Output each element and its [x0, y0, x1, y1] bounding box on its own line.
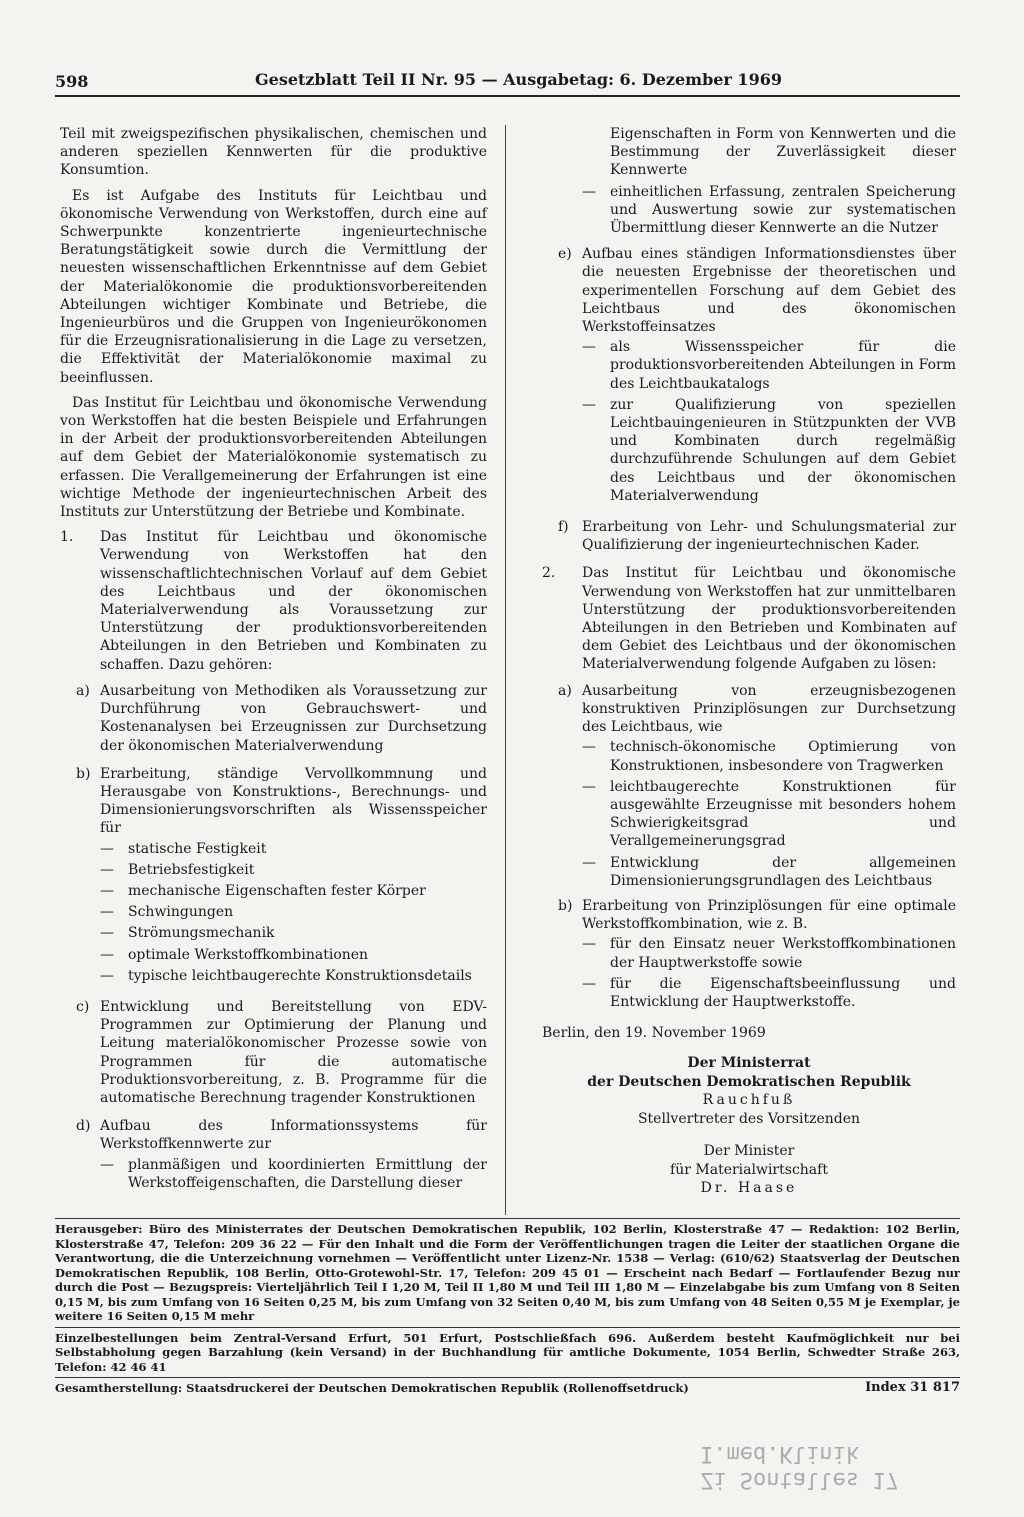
list-item-text: Strömungsmechanik: [128, 925, 275, 942]
list-item-text: mechanische Eigenschaften fester Körper: [128, 882, 426, 899]
list-item: [582, 183, 956, 238]
order-info: Einzelbestellungen beim Zentral-Versand Erfurt, 501 Erfurt, Postschließfach 696. Außerdem besteht Kaufmöglichkeit nur bei Selbstabholung gegen Barzahlung (kein Versand) in der Buchhandlung für amtliche Dokumente, 1054 Berlin, Schwedter Straße 263, Telefon: 42 46 41: [55, 1330, 960, 1374]
dash-glyph: —: [582, 339, 596, 356]
stamp-line: Zi Sontalles 17: [700, 1467, 899, 1492]
list-item: [582, 778, 956, 851]
library-stamp: [700, 1440, 1000, 1492]
dash-glyph: —: [100, 967, 114, 984]
list-item-text: einheitlichen Erfassung, zentralen Speicherung und Auswertung sowie zur systematischen Übermittlung dieser Kennwerte an die Nutzer: [610, 183, 956, 237]
lettered-item-a: [60, 682, 487, 755]
numbered-item-2: [542, 564, 956, 673]
publisher-info: Herausgeber: Büro des Ministerrates der Deutschen Demokratischen Republik, 102 Berlin, Klosterstraße 47 — Redaktion: 102 Berlin, Klosterstraße 47, Telefon: 209 36 22 — Für den Inhalt und die Form der Veröffentlichungen tragen die Leiter der staatlichen Organe die Verantwortung, die die Unterzeichnung vornehmen — Veröffentlicht unter Lizenz-Nr. 1538 — Verlag: (610/62) Staatsverlag der Deutschen Demokratischen Republik, 108 Berlin, Otto-Grotewohl-Str. 17, Telefon: 209 45 01 — Erscheint nach Bedarf — Fortlaufender Bezug nur durch die Post — Bezugspreis: Vierteljährlich Teil I 1,20 M, Teil II 1,80 M und Teil III 1,80 M — Einzelabgabe bis zum Umfang von 8 Seiten 0,15 M, bis zum Umfang von 16 Seiten 0,25 M, bis zum Umfang von 32 Seiten 0,40 M, bis zum Umfang von 48 Seiten 0,55 M je Exemplar, je weitere 16 Seiten 0,15 M mehr: [55, 1222, 960, 1323]
list-item-text: optimale Werkstoffkombinationen: [128, 946, 369, 963]
signatory-name: Dr. Haase: [700, 1180, 798, 1197]
list-item-text: Eigenschaften in Form von Kennwerten und die Bestimmung der Zuverlässigkeit dieser Kennwerte: [610, 126, 956, 179]
signatory-body: Der Ministerrat: [687, 1055, 811, 1072]
lettered-item-d: [60, 1117, 487, 1195]
list-item: [582, 738, 956, 774]
list-item: [582, 396, 956, 505]
signatory-name: Rauchfuß: [702, 1092, 796, 1109]
dash-list: [100, 1156, 487, 1192]
dash-glyph: —: [100, 882, 114, 899]
dash-list: [582, 125, 956, 237]
item-text: Entwicklung und Bereitstellung von EDV-Programmen zur Optimierung der Planung und Leitung materialökonomischer Prozesse sowie von Programmen für die automatische Produktionsvorbereitung, z. B. Programme für die automatische Berechnung tragender Konstruktionen: [100, 998, 487, 1106]
dash-list: [582, 935, 956, 1011]
item-body: [582, 245, 956, 508]
dash-list: [100, 840, 487, 985]
dash-glyph: —: [582, 739, 596, 756]
item-letter: b): [558, 897, 573, 914]
page-number: 598: [55, 72, 89, 91]
item-letter: e): [558, 246, 572, 263]
footer-rule: [55, 1218, 960, 1219]
lettered-item-f: [542, 518, 956, 554]
item-body: [582, 897, 956, 1014]
dash-list: [582, 338, 956, 505]
list-item: [100, 924, 487, 942]
list-item-text: für den Einsatz neuer Werkstoffkombinationen der Hauptwerkstoffe sowie: [610, 936, 956, 971]
dash-glyph: —: [100, 861, 114, 878]
list-item-text: planmäßigen und koordinierten Ermittlung der Werkstoffeigenschaften, die Darstellung dieser: [128, 1156, 487, 1191]
item-text: Das Institut für Leichtbau und ökonomische Verwendung von Werkstoffen hat den wissenschaftlichtechnischen Vorlauf auf dem Gebiet des Leichtbaus und der ökonomischen Materialverwendung als Voraussetzung zur Unterstützung der produktionsvorbereitenden Abteilungen in den Betrieben und Kombinaten zu schaffen. Dazu gehören:: [100, 529, 487, 673]
printer-info: Gesamtherstellung: Staatsdruckerei der Deutschen Demokratischen Republik (Rollenoffsetdruck): [55, 1381, 689, 1395]
list-item-text: typische leichtbaugerechte Konstruktionsdetails: [128, 967, 472, 984]
list-item-text: als Wissensspeicher für die produktionsvorbereitenden Abteilungen in Form des Leichtbaukatalogs: [610, 339, 956, 392]
dash-glyph: —: [100, 946, 114, 963]
lettered-item-b2: [542, 897, 956, 1014]
right-column: [542, 125, 956, 1198]
lettered-item-e: [542, 245, 956, 508]
left-column: [60, 125, 487, 1205]
dash-glyph: —: [100, 925, 114, 942]
list-item: [100, 946, 487, 964]
list-item-text: Entwicklung der allgemeinen Dimensionierungsgrundlagen des Leichtbaus: [610, 854, 956, 889]
item-number: 1.: [60, 529, 74, 546]
index-number: Index 31 817: [865, 1380, 960, 1395]
place-date: Berlin, den 19. November 1969: [542, 1025, 766, 1042]
list-item-text: zur Qualifizierung von speziellen Leichtbauingenieuren in Stützpunkten der VVB und Kombinaten durch regelmäßig durchzuführende Schulungen auf dem Gebiet des Leichtbaus und der ökonomischen Materialverwendung: [610, 396, 956, 504]
list-item: [582, 854, 956, 890]
list-item-text: leichtbaugerechte Konstruktionen für ausgewählte Erzeugnisse mit besonders hohem Schwierigkeitsgrad und Verallgemeinerungsgrad: [610, 778, 956, 850]
dash-glyph: —: [582, 183, 596, 200]
list-item: [100, 903, 487, 921]
dash-glyph: —: [100, 904, 114, 921]
item-text: Aufbau eines ständigen Informationsdienstes über die neuesten Ergebnisse der theoretischen und experimentellen Forschung auf dem Gebiet des Leichtbaus und des ökonomischen Werkstoffeinsatzes: [582, 246, 956, 336]
dash-glyph: —: [582, 778, 596, 795]
list-item: [100, 1156, 487, 1192]
signatory-body: der Deutschen Demokratischen Republik: [587, 1073, 911, 1090]
footer-last-line: [55, 1381, 960, 1396]
stamp-line: I.med.Klinik: [700, 1441, 859, 1466]
dash-glyph: —: [582, 854, 596, 871]
item-letter: d): [76, 1118, 91, 1135]
dash-glyph: [582, 125, 610, 180]
dash-glyph: —: [100, 1156, 114, 1173]
list-item: [582, 975, 956, 1011]
list-item: [582, 935, 956, 971]
footer-separator: [55, 1377, 960, 1378]
item-letter: c): [76, 998, 90, 1015]
item-text: Das Institut für Leichtbau und ökonomische Verwendung von Werkstoffen hat zur unmittelbaren Unterstützung der produktionsvorbereitenden Abteilungen in den Betrieben und Kombinaten auf dem Gebiet des Leichtbaus und der ökonomischen Materialverwendung folgende Aufgaben zu lösen:: [582, 565, 956, 673]
dash-glyph: —: [582, 936, 596, 953]
item-text: Ausarbeitung von erzeugnisbezogenen konstruktiven Prinziplösungen zur Durchsetzung des Leichtbaus, wie: [582, 682, 956, 736]
item-body: [100, 1117, 487, 1195]
list-item-text: statische Festigkeit: [128, 840, 267, 857]
list-item-text: für die Eigenschaftsbeeinflussung und Entwicklung der Hauptwerkstoffe.: [610, 975, 956, 1010]
item-text: Aufbau des Informationssystems für Werkstoffkennwerte zur: [100, 1118, 487, 1153]
page-header-title: Gesetzblatt Teil II Nr. 95 — Ausgabetag: 6. Dezember 1969: [255, 70, 782, 89]
signatory-role: Stellvertreter des Vorsitzenden: [637, 1110, 861, 1127]
item-body: [582, 682, 956, 893]
list-item: [100, 861, 487, 879]
lettered-item-a2: [542, 682, 956, 893]
item-text: Erarbeitung von Prinziplösungen für eine optimale Werkstoffkombination, wie z. B.: [582, 897, 956, 933]
item-letter: b): [76, 765, 91, 782]
dash-glyph: —: [582, 975, 596, 992]
list-item: [582, 338, 956, 393]
list-item: [100, 882, 487, 900]
footer-separator: [55, 1327, 960, 1328]
dash-glyph: —: [100, 840, 114, 857]
continued-item: [582, 125, 956, 237]
item-text: Erarbeitung von Lehr- und Schulungsmaterial zur Qualifizierung der ingenieurtechnischen Kader.: [582, 519, 956, 554]
dash-list: [582, 738, 956, 890]
item-letter: a): [76, 682, 90, 699]
item-number: 2.: [542, 565, 556, 582]
list-item-text: Schwingungen: [128, 904, 234, 921]
signatory-body: Der Minister: [703, 1143, 795, 1160]
lettered-item-c: [60, 998, 487, 1107]
column-divider: [505, 125, 506, 1215]
item-letter: f): [558, 519, 569, 536]
item-body: [100, 765, 487, 988]
signature-block: [542, 1054, 956, 1198]
paragraph: Das Institut für Leichtbau und ökonomische Verwendung von Werkstoffen hat die besten Beispiele und Erfahrungen in der Arbeit der produktionsvorbereitenden Abteilungen auf dem Gebiet der Materialökonomie systematisch zu erfassen. Die Verallgemeinerung der Erfahrungen ist eine wichtige Methode der ingenieurtechnischen Arbeit des Instituts zur Unterstützung der Betriebe und Kombinate.: [60, 394, 487, 521]
header-rule: [55, 95, 960, 97]
item-text: Ausarbeitung von Methodiken als Voraussetzung zur Durchführung von Gebrauchswert- und Kostenanalysen bei Erzeugnissen zur Durchsetzung der ökonomischen Materialverwendung: [100, 682, 487, 754]
numbered-item-1: [60, 528, 487, 674]
paragraph: Es ist Aufgabe des Instituts für Leichtbau und ökonomische Verwendung von Werkstoffen, durch eine auf Schwerpunkte konzentrierte ingenieurtechnische Beratungstätigkeit sowie durch die Vermittlung der neuesten wissenschaftlichen Erkenntnisse auf dem Gebiet der Materialökonomie die produktionsvorbereitenden Abteilungen wichtiger Kombinate und Betriebe, die Ingenieurbüros und die Gruppen von Ingenieurökonomen für die Erzeugnisrationalisierung in die Lage zu versetzen, die Effektivität der Materialökonomie maximal zu beeinflussen.: [60, 187, 487, 386]
item-letter: a): [558, 682, 572, 699]
signatory-body: für Materialwirtschaft: [670, 1161, 828, 1178]
list-item-text: technisch-ökonomische Optimierung von Konstruktionen, insbesondere von Tragwerken: [610, 739, 956, 774]
paragraph: Teil mit zweigspezifischen physikalischen, chemischen und anderen speziellen Kennwerten für die produktive Konsumtion.: [60, 126, 487, 179]
dash-glyph: —: [582, 396, 596, 413]
list-item-text: Betriebsfestigkeit: [128, 861, 255, 878]
list-item: [100, 967, 487, 985]
imprint-footer: [55, 1222, 960, 1396]
lettered-item-b: [60, 765, 487, 988]
list-item: [582, 125, 956, 180]
list-item: [100, 840, 487, 858]
item-text: Erarbeitung, ständige Vervollkommnung und Herausgabe von Konstruktions-, Berechnungs- und Dimensionierungsvorschriften als Wissensspeicher für: [100, 765, 487, 837]
